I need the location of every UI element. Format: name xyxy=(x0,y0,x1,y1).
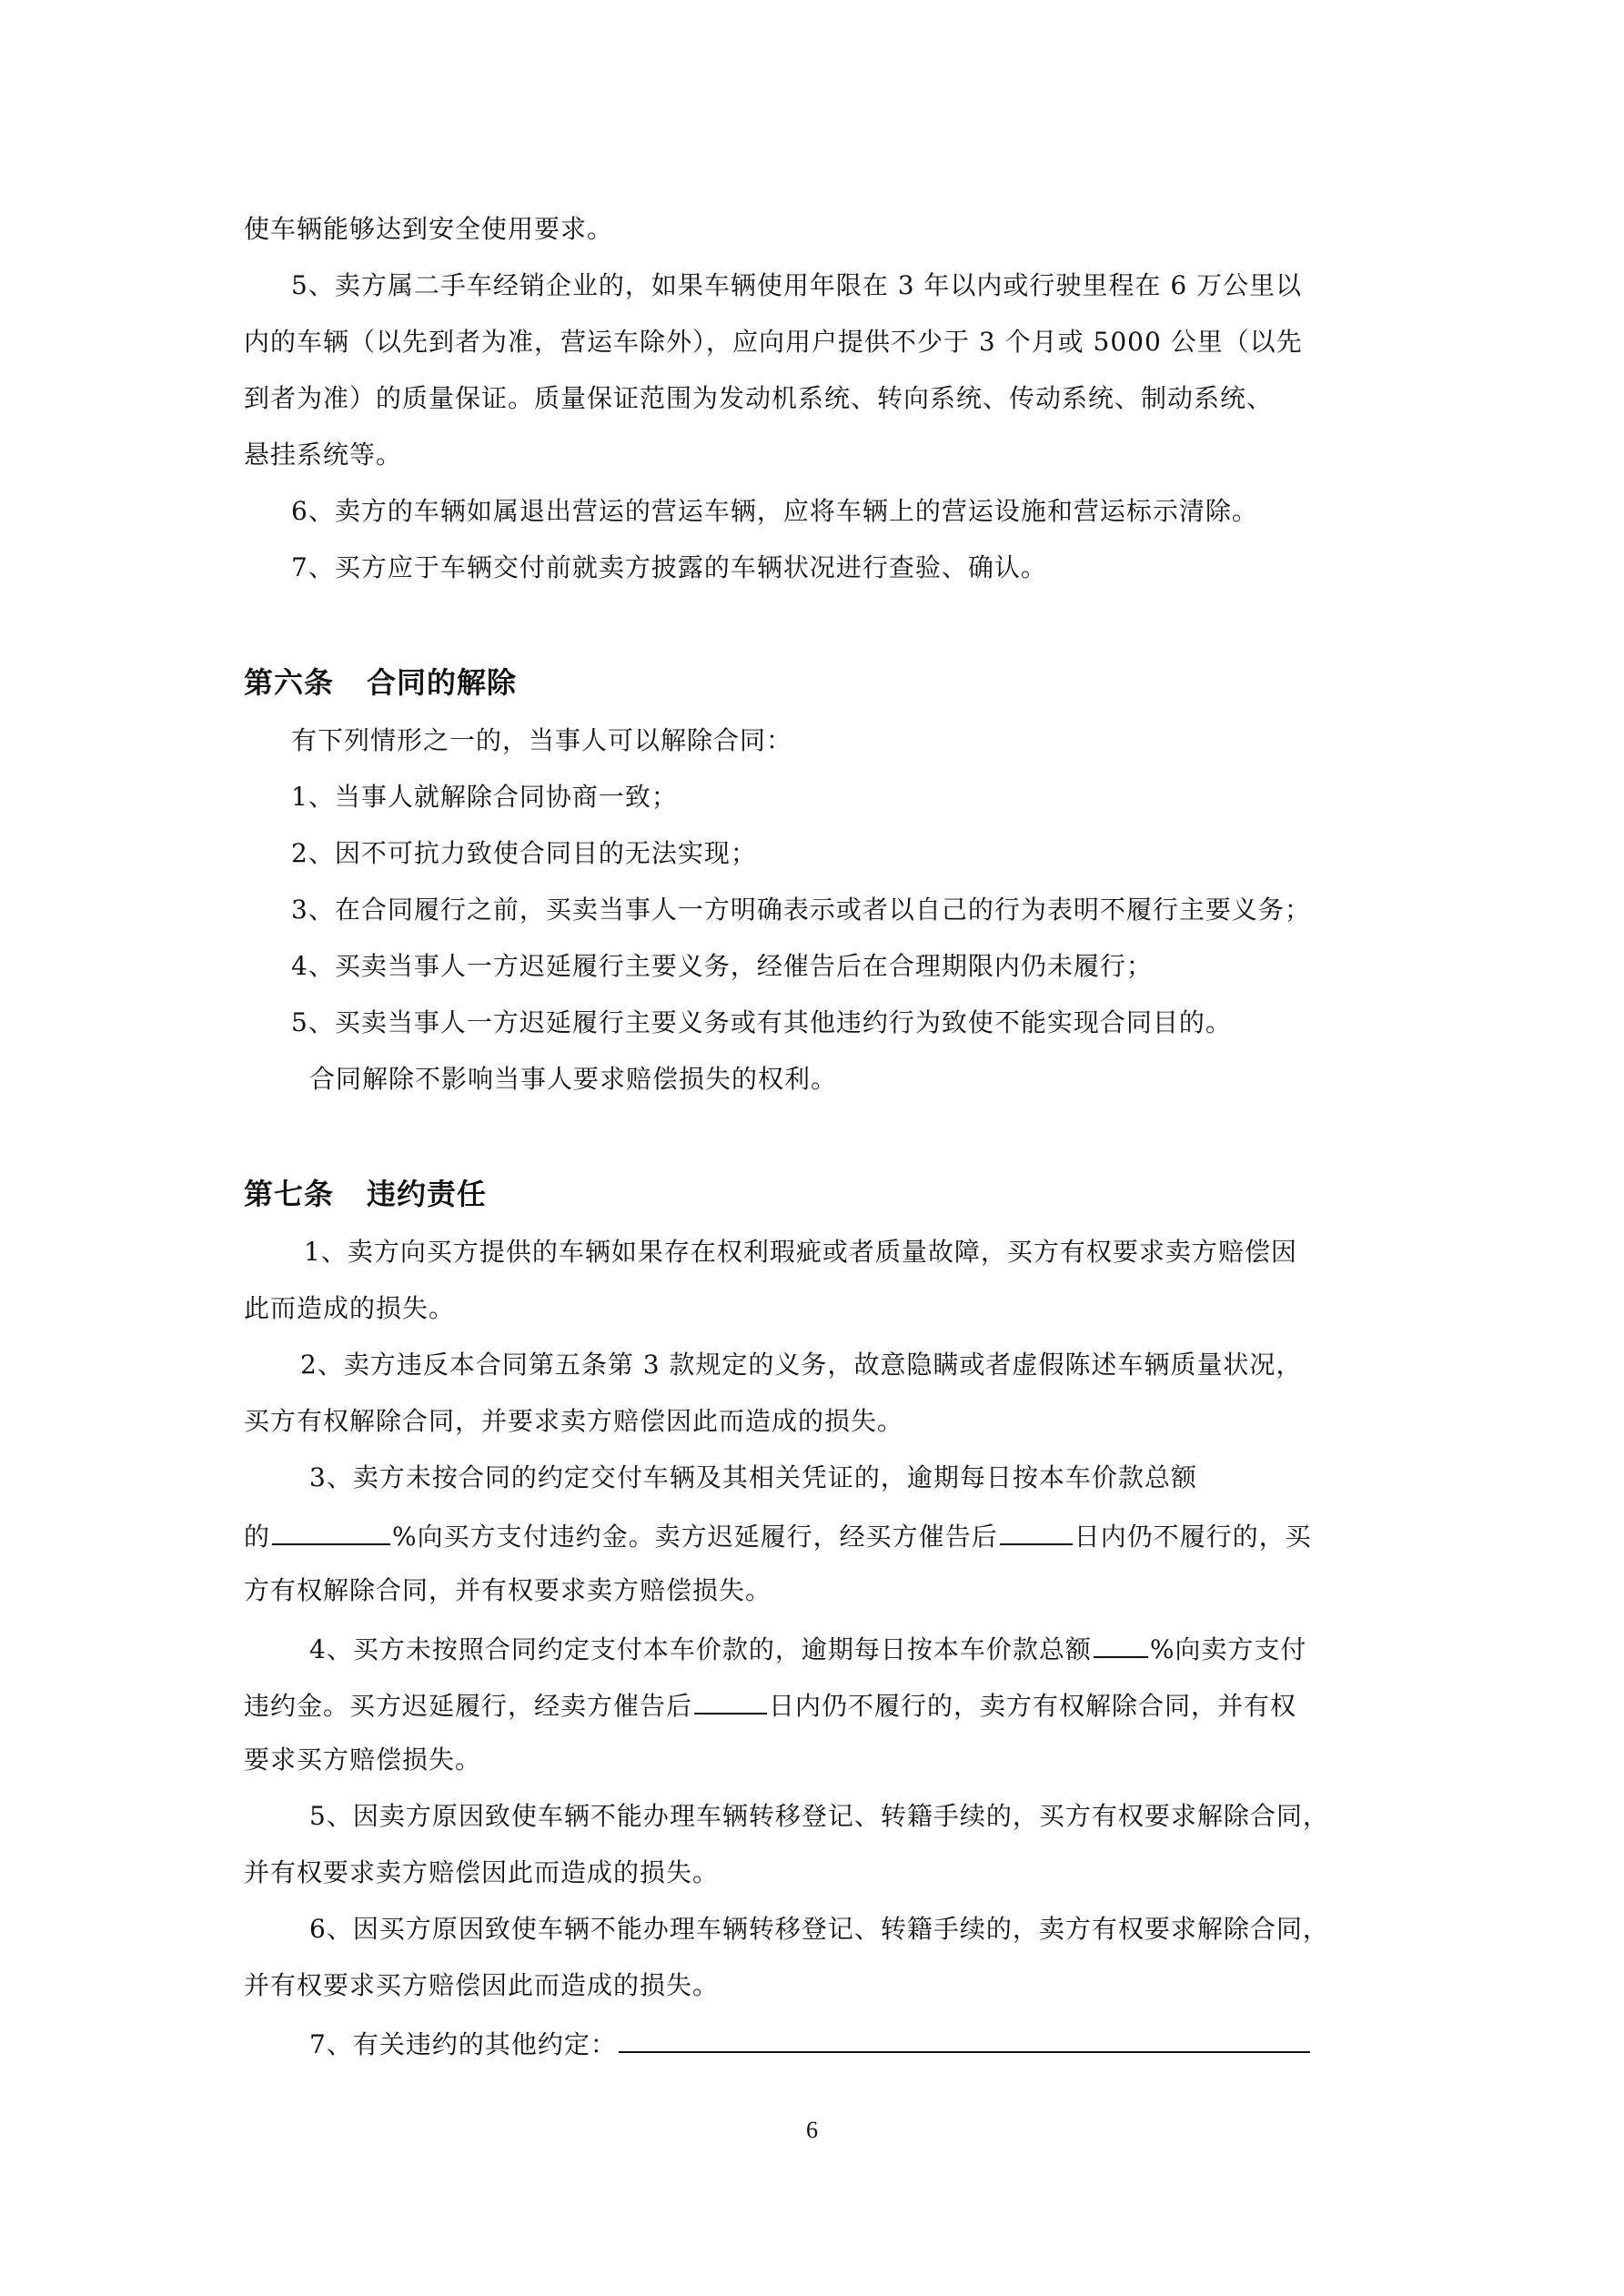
section7-heading-title: 违约责任 xyxy=(367,1177,488,1211)
section6-intro: 有下列情形之一的，当事人可以解除合同： xyxy=(291,725,793,755)
section7-item4-line1-prefix: 4、买方未按照合同约定支付本车价款的，逾期每日按本车价款总额 xyxy=(309,1634,1092,1664)
section7-item1-line1: 1、卖方向买方提供的车辆如果存在权利瑕疵或者质量故障，买方有权要求卖方赔偿因 xyxy=(304,1237,1297,1267)
section7-item3-line2-suffix: 日内仍不履行的，买 xyxy=(1074,1522,1312,1552)
section6-item-2: 2、因不可抗力致使合同目的无法实现； xyxy=(291,838,757,868)
section7-item4-line2-suffix: 日内仍不履行的，卖方有权解除合同，并有权 xyxy=(769,1691,1297,1721)
section7-item3-line2 xyxy=(244,1516,1312,1555)
section6-heading-title: 合同的解除 xyxy=(367,665,518,700)
section7-item3-line2-middle: %向买方支付违约金。卖方迟延履行，经买方催告后 xyxy=(392,1522,998,1552)
section7-item4-line2-prefix: 违约金。买方迟延履行，经卖方催告后 xyxy=(244,1691,693,1721)
penalty-rate-blank-buyer[interactable] xyxy=(1094,1629,1148,1658)
section7-item6-line1: 6、因买方原因致使车辆不能办理车辆转移登记、转籍手续的，卖方有权要求解除合同， xyxy=(309,1914,1329,1944)
section7-item3-line3: 方有权解除合同，并有权要求卖方赔偿损失。 xyxy=(244,1575,772,1605)
other-breach-terms-blank[interactable] xyxy=(619,2024,1310,2053)
section7-item2-line2: 买方有权解除合同，并要求卖方赔偿因此而造成的损失。 xyxy=(244,1406,904,1436)
section6-item-5: 5、买卖当事人一方迟延履行主要义务或有其他违约行为致使不能实现合同目的。 xyxy=(291,1007,1232,1037)
section6-item-4: 4、买卖当事人一方迟延履行主要义务，经催告后在合理期限内仍未履行； xyxy=(291,951,1153,981)
section7-item3-line1: 3、卖方未按合同的约定交付车辆及其相关凭证的，逾期每日按本车价款总额 xyxy=(309,1462,1197,1492)
section6-heading-number: 第六条 xyxy=(244,665,335,700)
section7-item1-line2: 此而造成的损失。 xyxy=(244,1293,456,1323)
section5-continued-line: 使车辆能够达到安全使用要求。 xyxy=(244,214,614,244)
section5-item6: 6、卖方的车辆如属退出营运的营运车辆，应将车辆上的营运设施和营运标示清除。 xyxy=(291,496,1258,526)
penalty-rate-blank-seller[interactable] xyxy=(272,1516,390,1545)
section7-item5-line2: 并有权要求卖方赔偿因此而造成的损失。 xyxy=(244,1857,720,1887)
grace-days-blank-buyer[interactable] xyxy=(694,1685,767,1714)
section6-closing: 合同解除不影响当事人要求赔偿损失的权利。 xyxy=(309,1064,838,1094)
section6-item-1: 1、当事人就解除合同协商一致； xyxy=(291,782,678,812)
section5-item5-line3: 到者为准）的质量保证。质量保证范围为发动机系统、转向系统、传动系统、制动系统、 xyxy=(244,383,1274,413)
section7-item5-line1: 5、因卖方原因致使车辆不能办理车辆转移登记、转籍手续的，买方有权要求解除合同， xyxy=(309,1801,1329,1831)
section5-item5-line1: 5、卖方属二手车经销企业的，如果车辆使用年限在 3 年以内或行驶里程在 6 万公里以 xyxy=(291,270,1303,300)
section5-item5-line2: 内的车辆（以先到者为准，营运车除外），应向用户提供不少于 3 个月或 5000 公里（以先 xyxy=(244,327,1303,357)
section7-item7 xyxy=(309,2024,1312,2063)
section7-item2-line1: 2、卖方违反本合同第五条第 3 款规定的义务，故意隐瞒或者虚假陈述车辆质量状况， xyxy=(300,1350,1303,1380)
grace-days-blank-seller[interactable] xyxy=(1000,1516,1073,1545)
section7-heading-number: 第七条 xyxy=(244,1177,335,1211)
section7-heading xyxy=(244,1174,487,1214)
section7-item6-line2: 并有权要求买方赔偿因此而造成的损失。 xyxy=(244,1970,720,2000)
section6-heading xyxy=(244,663,517,703)
section7-item7-label: 7、有关违约的其他约定： xyxy=(309,2029,617,2059)
section5-item7: 7、买方应于车辆交付前就卖方披露的车辆状况进行查验、确认。 xyxy=(291,552,1047,582)
section6-item-3: 3、在合同履行之前，买卖当事人一方明确表示或者以自己的行为表明不履行主要义务； xyxy=(291,895,1311,925)
section7-item4-line1-suffix: %向卖方支付 xyxy=(1149,1634,1307,1664)
section7-item4-line1 xyxy=(309,1629,1306,1668)
section7-item4-line2 xyxy=(244,1685,1296,1725)
section5-item5-line4: 悬挂系统等。 xyxy=(244,440,403,470)
section7-item4-line3: 要求买方赔偿损失。 xyxy=(244,1745,482,1775)
section7-item3-line2-prefix: 的 xyxy=(244,1522,271,1552)
page-number: 6 xyxy=(806,2117,818,2143)
